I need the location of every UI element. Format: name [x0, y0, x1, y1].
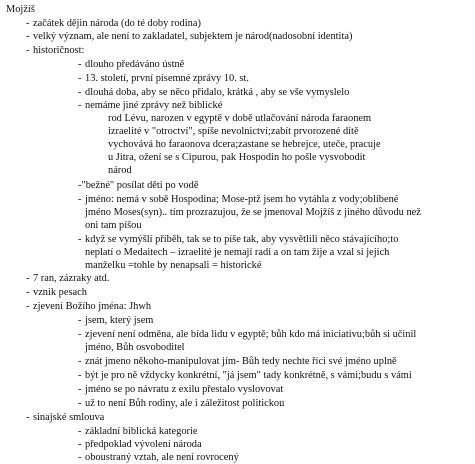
- line-text: zjevení není odměna, ale bída lidu v egyptě; bůh kdo má iniciativu;bůh si učinil: [85, 329, 417, 340]
- text-line: izraelité v "otroctví", spíše nevolnictví;zabít prvorozené dítě: [108, 126, 359, 137]
- bullet-dash: -: [26, 301, 30, 312]
- list-item: [78, 58, 184, 71]
- line-text: začátek dějin národa (do té doby rodina): [33, 18, 201, 29]
- line-text: 7 ran, zázraky atd.: [33, 273, 110, 284]
- list-item: [78, 425, 198, 438]
- bullet-dash: -: [78, 398, 82, 409]
- bullet-dash: -: [78, 73, 82, 84]
- bullet-dash: -: [78, 234, 82, 245]
- text-line: u Jitra, ožení se s Cipurou, pak Hospodin ho pošle vysvobodit: [108, 152, 366, 163]
- list-item: [26, 272, 109, 285]
- text-line: jméno, Bůh osvoboditel: [85, 342, 185, 353]
- list-item: [78, 233, 398, 246]
- line-text: být je pro ně vždycky konkrétní, "já jsem" tady konkrétně, s vámi;budu s vámi: [85, 370, 412, 381]
- list-item: [26, 411, 104, 424]
- bullet-dash: -: [78, 356, 82, 367]
- line-text: předpoklad vývolení národa: [85, 439, 202, 450]
- text-line: vychovává ho faraonova dcera;zastane se hebrejce, uteče, pracuje: [108, 139, 381, 150]
- text-line: manželku =tohle by nenapsali = historické: [85, 260, 262, 271]
- list-item: [78, 438, 202, 451]
- text-line: národ: [108, 165, 132, 176]
- bullet-dash: -: [26, 45, 30, 56]
- text-line: neplatí o Medaitech – izraelité je nemají radi a on tam žije a vzal si jejich: [85, 247, 390, 258]
- line-text: nemáme jiné zprávy než biblické: [85, 100, 223, 111]
- list-item: [78, 451, 239, 464]
- list-item: [78, 369, 412, 382]
- bullet-dash: -: [78, 100, 82, 111]
- bullet-dash: -: [78, 59, 82, 70]
- list-item: [78, 355, 397, 368]
- bullet-dash: -: [26, 31, 30, 42]
- bullet-dash: -: [78, 87, 82, 98]
- list-item: [78, 99, 222, 112]
- bullet-dash: -: [26, 412, 30, 423]
- list-item: [26, 44, 84, 57]
- list-item: [78, 72, 249, 85]
- list-item: [26, 286, 87, 299]
- list-item: [78, 328, 416, 341]
- line-text: dlouhá doba, aby se něco přidalo, krátká , aby se vše vymyslelo: [85, 87, 350, 98]
- list-item: [26, 300, 151, 313]
- bullet-dash: -: [78, 452, 82, 463]
- bullet-dash: -: [26, 287, 30, 298]
- list-item: [26, 30, 352, 43]
- list-item: [78, 397, 284, 410]
- text-line: jméno Moses(syn).. tím prozrazujou, že se jmenoval Mojžíš z jiného důvodu než: [85, 207, 421, 218]
- text-line: -"bežné" posílat děti po vodě: [78, 180, 199, 191]
- list-item: [78, 314, 153, 327]
- line-text: sinajské smlouva: [33, 412, 105, 423]
- line-text: už to není Bůh rodiny, ale i záležitost politickou: [85, 398, 285, 409]
- document-title: Mojžíš: [6, 4, 35, 15]
- bullet-dash: -: [78, 426, 82, 437]
- bullet-dash: -: [78, 194, 82, 205]
- line-text: velký význam, ale není to zakladatel, subjektem je národ(nadosobní identita): [33, 31, 353, 42]
- line-text: jméno: nemá v sobě Hospodina; Mose-ptž jsem ho vytáhla z vody;oblíbené: [85, 194, 399, 205]
- bullet-dash: -: [78, 329, 82, 340]
- line-text: oboustraný vztah, ale není rovrocený: [85, 452, 239, 463]
- list-item: [78, 383, 283, 396]
- line-text: 13. století, první písemné zprávy 10. st.: [85, 73, 249, 84]
- line-text: historičnost:: [33, 45, 85, 56]
- line-text: vznik pesach: [33, 287, 87, 298]
- list-item: [78, 193, 398, 206]
- bullet-dash: -: [78, 439, 82, 450]
- line-text: jsem, který jsem: [85, 315, 154, 326]
- line-text: jméno se po návratu z exilu přestalo vyslovovat: [85, 384, 284, 395]
- bullet-dash: -: [78, 315, 82, 326]
- list-item: [78, 86, 349, 99]
- line-text: základní biblická kategorie: [85, 426, 198, 437]
- line-text: dlouho předáváno ústně: [85, 59, 185, 70]
- bullet-dash: -: [78, 370, 82, 381]
- bullet-dash: -: [26, 273, 30, 284]
- text-line: oni tam píšou: [85, 220, 142, 231]
- line-text: znát jmeno někoho-manipulovat jím- Bůh tedy nechte říci své jméno uplně: [85, 356, 397, 367]
- bullet-dash: -: [26, 18, 30, 29]
- list-item: [26, 17, 201, 30]
- bullet-dash: -: [78, 384, 82, 395]
- line-text: když se vymýšlí příběh, tak se to píše tak, aby vysvětlili něco stávajícího;to: [85, 234, 399, 245]
- line-text: zjevení Božího jména: Jhwh: [33, 301, 152, 312]
- text-line: rod Lévu, narozen v egyptě v době utlačování národa faraonem: [108, 113, 372, 124]
